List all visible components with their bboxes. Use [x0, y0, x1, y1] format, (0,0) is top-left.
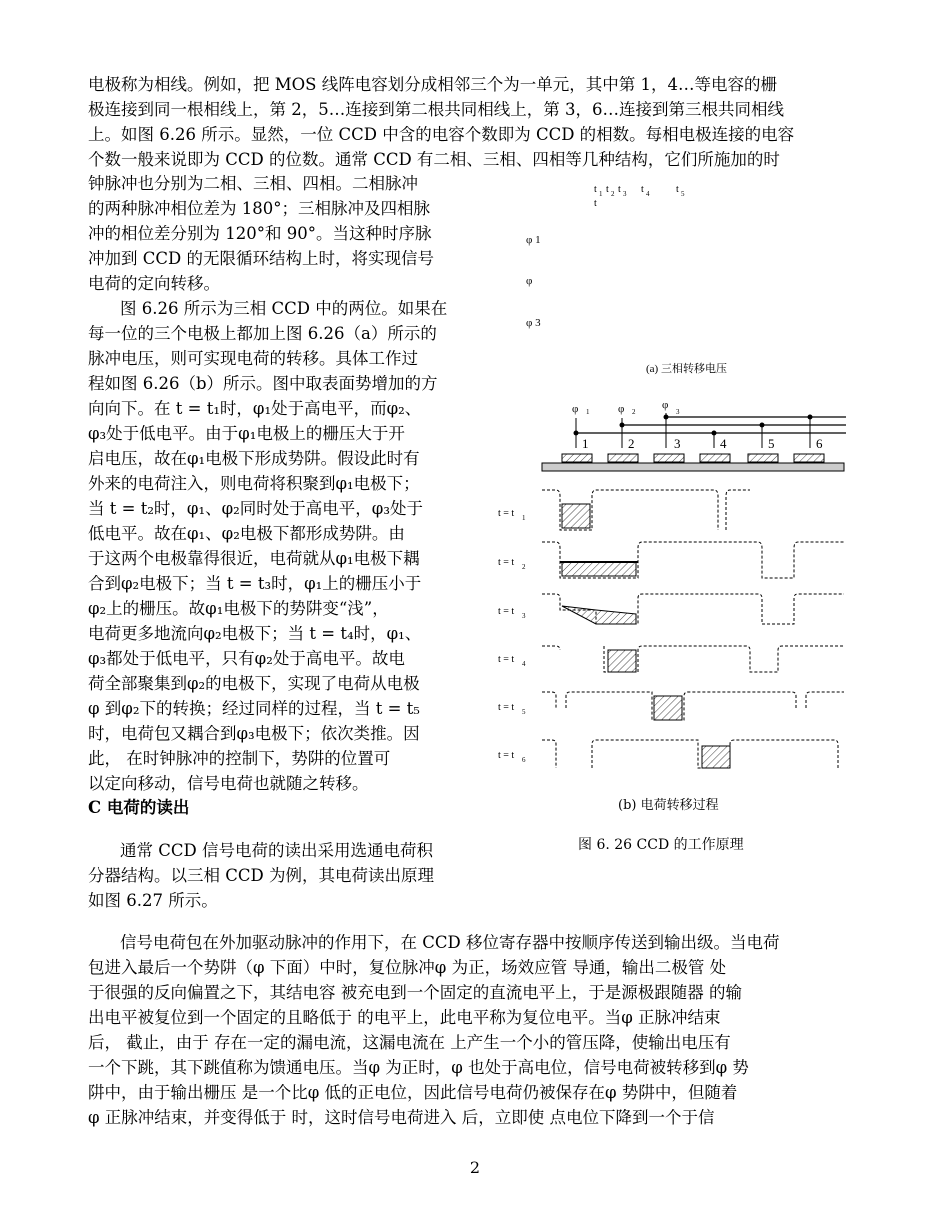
caption-a: (a) 三相转移电压	[646, 363, 727, 375]
text-line: 出电平被复位到一个固定的且略低于 的电平上，此电平称为复位电平。当φ 正脉冲结束	[88, 1008, 721, 1027]
page-number: 2	[469, 1158, 481, 1177]
text-line: 冲的相位差分别为 120°和 90°。当这种时序脉	[88, 224, 432, 243]
text-line: φ₂上的栅压。故φ₁电极下的势阱变“浅”，	[88, 599, 389, 618]
electrode-number: 4	[720, 436, 727, 451]
potential-wells	[542, 490, 844, 768]
electrode-number: 6	[816, 436, 823, 451]
electrode-number: 2	[628, 436, 635, 451]
top-paragraph	[88, 72, 866, 172]
time-label: t	[618, 184, 621, 195]
row-label: t = t	[498, 654, 515, 665]
text-line: 图 6.26 所示为三相 CCD 中的两位。如果在	[120, 299, 448, 318]
text-line: 冲加到 CCD 的无限循环结构上时，将实现信号	[88, 249, 434, 268]
text-line: φ₃处于低电平。由于φ₁电极上的栅压大于开	[88, 424, 405, 443]
phase-symbol: φ	[662, 399, 669, 411]
text-line: 通常 CCD 信号电荷的读出采用选通电荷积	[120, 841, 433, 860]
text-line: 极连接到同一根相线上，第 2，5…连接到第二根共同相线上，第 3，6…连接到第三根共同相线	[88, 100, 784, 119]
text-line: 包进入最后一个势阱（φ 下面）中时，复位脉冲φ 为正，场效应管 导通，输出二极管 处	[88, 958, 727, 977]
text-line: 向向下。在 t = t₁时，φ₁处于高电平，而φ₂、	[88, 399, 422, 418]
row-label-sub: 4	[522, 660, 526, 668]
time-label: t	[676, 184, 679, 195]
phase-label: φ 1	[526, 234, 541, 246]
row-label-sub: 6	[522, 756, 526, 764]
text-line: 后， 截止，由于 存在一定的漏电流，这漏电流在 上产生一个小的管压降，使输出电压有	[88, 1033, 731, 1052]
time-label: 4	[646, 190, 650, 198]
electrode-number: 5	[768, 436, 775, 451]
text-line: 的两种脉冲相位差为 180°；三相脉冲及四相脉	[88, 199, 430, 218]
time-label: t	[641, 184, 644, 195]
phase-subscript: 3	[676, 408, 680, 416]
figure-caption: 图 6. 26 CCD 的工作原理	[578, 837, 744, 853]
phase-subscript: 2	[632, 408, 636, 416]
text-line: 信号电荷包在外加驱动脉冲的作用下，在 CCD 移位寄存器中按顺序传送到输出级。当电荷	[120, 933, 780, 952]
text-line: 以定向移动，信号电荷也就随之转移。	[88, 774, 369, 793]
text-line: 当 t = t₂时，φ₁、φ₂同时处于高电平，φ₃处于	[88, 499, 423, 518]
text-line: 外来的电荷注入，则电荷将积聚到φ₁电极下；	[88, 474, 420, 493]
caption-b: (b) 电荷转移过程	[618, 798, 719, 813]
row-labels	[498, 508, 526, 764]
row-label: t = t	[498, 750, 515, 761]
text-line: 钟脉冲也分别为二相、三相、四相。二相脉冲	[88, 174, 418, 193]
row-label: t = t	[498, 508, 515, 519]
phase-symbol: φ	[618, 403, 625, 415]
text-line: 程如图 6.26（b）所示。图中取表面势增加的方	[88, 374, 438, 393]
section-heading: C 电荷的读出	[88, 798, 190, 817]
figure-6-26	[496, 178, 856, 778]
text-line: 分器结构。以三相 CCD 为例，其电荷读出原理	[88, 866, 434, 885]
time-label: t	[606, 184, 609, 195]
time-label: t	[594, 198, 597, 209]
text-line: 阱中，由于输出栅压 是一个比φ 低的正电位，因此信号电荷仍被保存在φ 势阱中，但随着	[88, 1083, 738, 1102]
phase-symbol: φ	[572, 403, 579, 415]
bottom-paragraph	[88, 930, 866, 1130]
row-label-sub: 1	[522, 514, 526, 522]
phase-subscript: 1	[586, 408, 590, 416]
left-column-text	[88, 171, 478, 796]
text-line: 荷全部聚集到φ₂的电极下，实现了电荷从电极	[88, 674, 420, 693]
text-line: 脉冲电压，则可实现电荷的转移。具体工作过	[88, 349, 418, 368]
row-label: t = t	[498, 606, 515, 617]
electrode-structure	[542, 399, 846, 471]
readout-paragraph	[88, 838, 478, 913]
electrode-number: 3	[674, 436, 681, 451]
row-label-sub: 2	[522, 563, 526, 571]
time-label: 2	[611, 190, 615, 198]
text-line: 如图 6.27 所示。	[88, 891, 218, 910]
text-line: 此， 在时钟脉冲的控制下，势阱的位置可	[88, 749, 391, 768]
time-label: t	[594, 184, 597, 195]
text-line: φ 正脉冲结束，并变得低于 时，这时信号电荷进入 后，立即使 点电位下降到一个于信	[88, 1108, 715, 1127]
text-line: 时，电荷包又耦合到φ₃电极下；依次类推。因	[88, 724, 420, 743]
text-line: 每一位的三个电极上都加上图 6.26（a）所示的	[88, 324, 437, 343]
text-line: 电荷的定向转移。	[88, 274, 220, 293]
text-line: φ 到φ₂下的转换；经过同样的过程，当 t = t₅	[88, 699, 420, 718]
phase-label: φ	[526, 275, 533, 287]
text-line: 低电平。故在φ₁、φ₂电极下都形成势阱。由	[88, 524, 405, 543]
row-label-sub: 5	[522, 708, 526, 716]
text-line: 于这两个电极靠得很近，电荷就从φ₁电极下耦	[88, 549, 420, 568]
time-label: 1	[599, 190, 603, 198]
text-line: 电荷更多地流向φ₂电极下；当 t = t₄时，φ₁、	[88, 624, 422, 643]
time-label: 3	[623, 190, 627, 198]
time-label: 5	[681, 190, 685, 198]
text-line: 于很强的反向偏置之下，其结电容 被充电到一个固定的直流电平上，于是源极跟随器 的输	[88, 983, 742, 1002]
text-line: 电极称为相线。例如，把 MOS 线阵电容划分成相邻三个为一单元，其中第 1，4…等电容的栅	[88, 75, 777, 94]
row-label: t = t	[498, 557, 515, 568]
text-line: 启电压，故在φ₁电极下形成势阱。假设此时有	[88, 449, 420, 468]
row-label-sub: 3	[522, 612, 526, 620]
text-line: 合到φ₂电极下；当 t = t₃时，φ₁上的栅压小于	[88, 574, 422, 593]
text-line: 一个下跳，其下跳值称为馈通电压。当φ 为正时，φ 也处于高电位，信号电荷被转移到φ 势	[88, 1058, 749, 1077]
row-label: t = t	[498, 702, 515, 713]
phase-label: φ 3	[526, 317, 541, 329]
electrode-number: 1	[582, 436, 589, 451]
text-line: φ₃都处于低电平，只有φ₂处于高电平。故电	[88, 649, 405, 668]
text-line: 个数一般来说即为 CCD 的位数。通常 CCD 有二相、三相、四相等几种结构，它们所施加的时	[88, 150, 780, 169]
time-labels	[594, 184, 685, 209]
text-line: 上。如图 6.26 所示。显然，一位 CCD 中含的电容个数即为 CCD 的相数。每相电极连接的电容	[88, 125, 795, 144]
